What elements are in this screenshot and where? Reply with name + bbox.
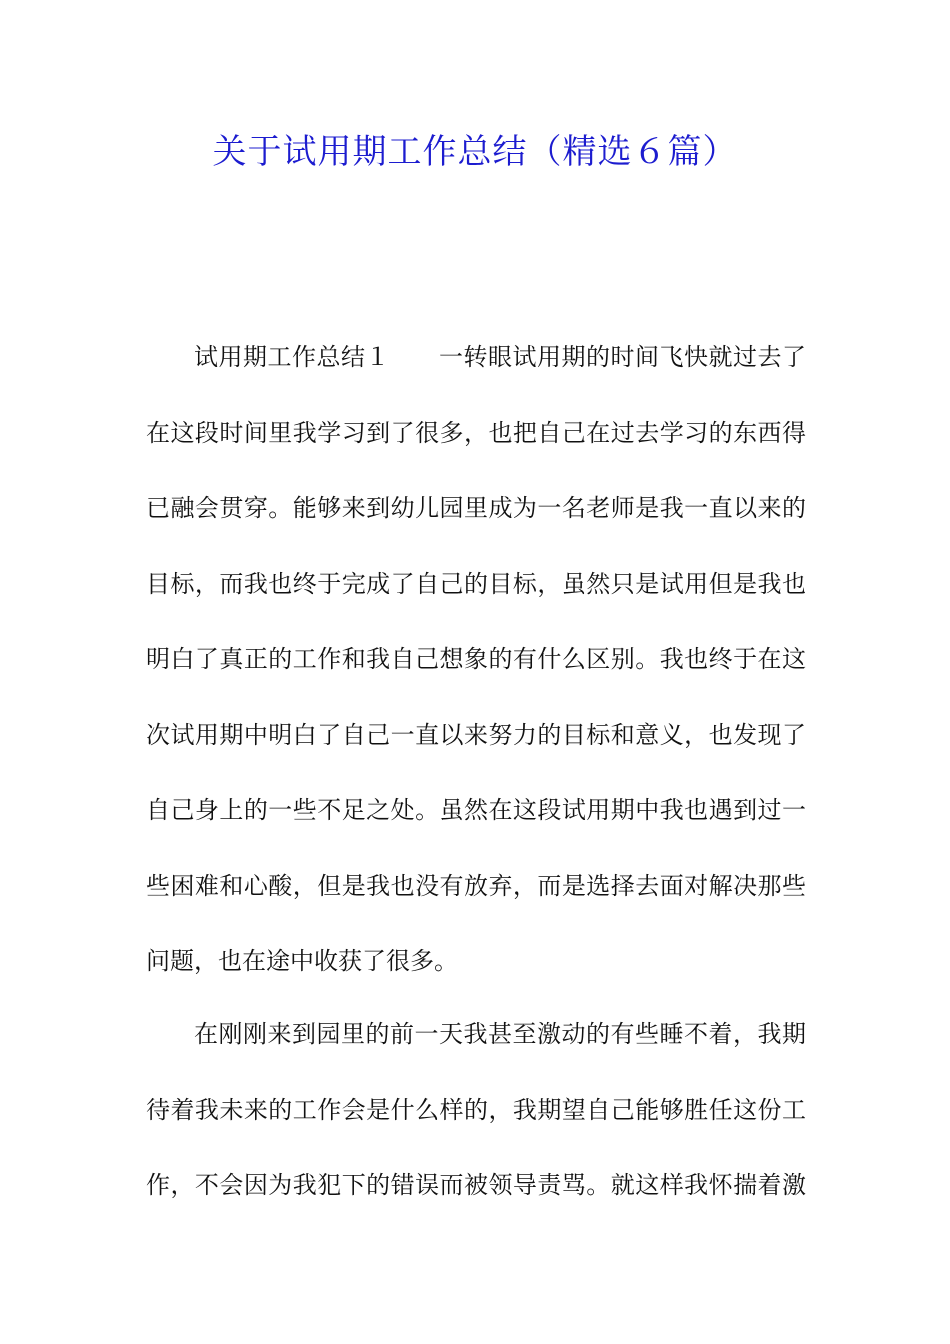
paragraph-line: 在这段时间里我学习到了很多，也把自己在过去学习的东西得 bbox=[146, 418, 806, 447]
paragraph-1 bbox=[146, 320, 806, 1000]
document-title: 关于试用期工作总结（精选６篇） bbox=[212, 132, 738, 172]
paragraph-line: 些困难和心酸，但是我也没有放弃，而是选择去面对解决那些 bbox=[146, 871, 806, 900]
paragraph-line: 目标，而我也终于完成了自己的目标，虽然只是试用但是我也 bbox=[146, 569, 806, 598]
paragraph-line: 已融会贯穿。能够来到幼儿园里成为一名老师是我一直以来的 bbox=[146, 494, 806, 522]
paragraph-line: 试用期工作总结１ 一转眼试用期的时间飞快就过去了 bbox=[194, 343, 806, 371]
paragraph-line: 待着我未来的工作会是什么样的，我期望自己能够胜任这份工 bbox=[146, 1095, 806, 1124]
paragraph-line: 次试用期中明白了自己一直以来努力的目标和意义，也发现了 bbox=[146, 720, 806, 749]
paragraph-line: 在刚刚来到园里的前一天我甚至激动的有些睡不着，我期 bbox=[194, 1020, 806, 1048]
paragraph-line: 作，不会因为我犯下的错误而被领导责骂。就这样我怀揣着激 bbox=[146, 1171, 806, 1199]
paragraph-2 bbox=[146, 997, 806, 1224]
paragraph-line: 问题，也在途中收获了很多。 bbox=[146, 947, 458, 975]
paragraph-line: 明白了真正的工作和我自己想象的有什么区别。我也终于在这 bbox=[146, 645, 806, 673]
paragraph-line: 自己身上的一些不足之处。虽然在这段试用期中我也遇到过一 bbox=[146, 796, 806, 824]
